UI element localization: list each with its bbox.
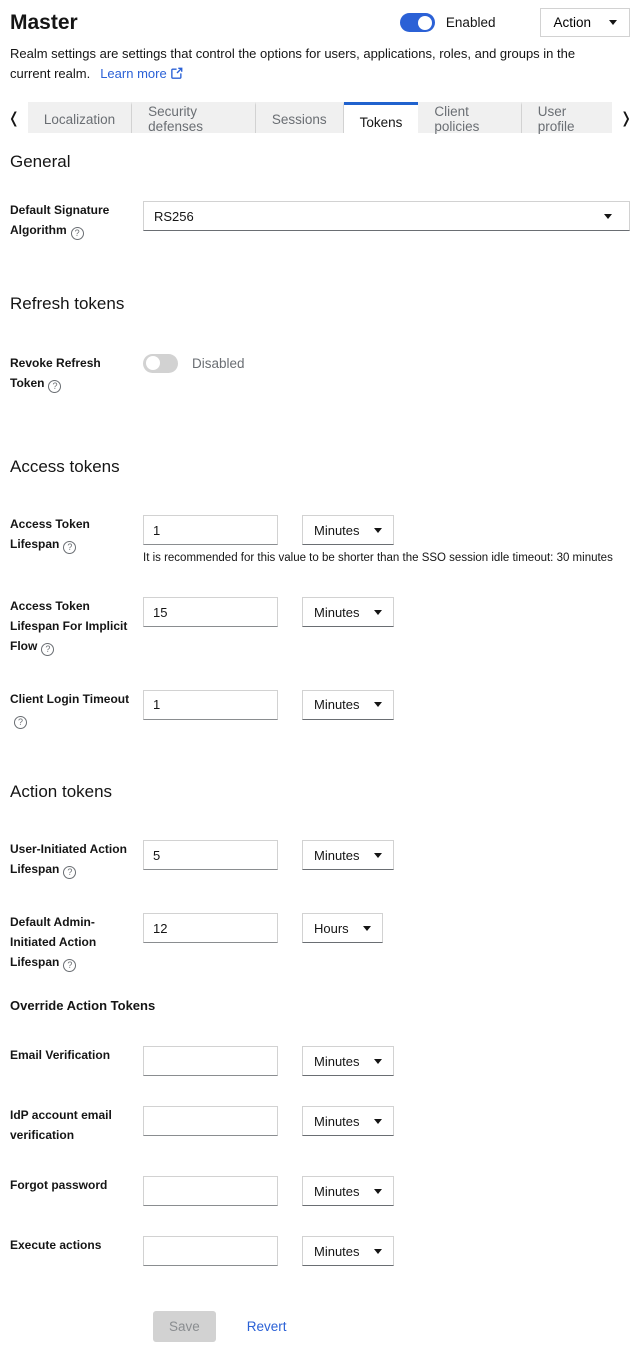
realm-description-text: Realm settings are settings that control the options for users, applications, roles, and groups in the current realm.: [10, 46, 576, 82]
email-verification-input[interactable]: [143, 1046, 278, 1076]
label-text: Client Login Timeout: [10, 691, 130, 706]
label-text: Execute actions: [10, 1238, 102, 1253]
section-action-tokens: [10, 782, 630, 1266]
client-login-timeout-unit-select[interactable]: [302, 690, 394, 720]
help-icon[interactable]: ?: [63, 959, 76, 972]
email-verification-label: [10, 1046, 143, 1066]
idp-account-email-verification-label: [10, 1106, 143, 1146]
chevron-down-icon: [374, 1059, 382, 1064]
tab-user-profile[interactable]: [522, 102, 612, 133]
action-dropdown-button[interactable]: [540, 8, 630, 37]
label-text: Default Signature Algorithm: [10, 203, 110, 238]
user-initiated-action-lifespan-row: [10, 840, 630, 880]
chevron-left-icon: ❬: [7, 108, 21, 127]
access-token-lifespan-implicit-label: [10, 597, 143, 656]
selected-value: Minutes: [314, 697, 360, 713]
toggle-knob: [418, 16, 432, 30]
access-tokens-heading: Access tokens: [10, 457, 120, 477]
section-access-tokens: [10, 457, 630, 729]
label-text: User-Initiated Action Lifespan: [10, 842, 127, 877]
execute-actions-row: [10, 1236, 630, 1266]
default-signature-algorithm-row: [10, 201, 630, 241]
save-button[interactable]: Save: [153, 1311, 216, 1342]
default-admin-initiated-action-lifespan-unit-select[interactable]: [302, 913, 383, 943]
realm-description: [10, 44, 630, 85]
revoke-refresh-token-state: Disabled: [192, 355, 245, 371]
learn-more-label: Learn more: [100, 66, 167, 82]
selected-value: Minutes: [314, 604, 360, 620]
tab-tokens[interactable]: [344, 102, 419, 139]
chevron-down-icon: [604, 214, 612, 219]
execute-actions-unit-select[interactable]: [302, 1236, 394, 1266]
form-actions: [153, 1311, 630, 1342]
user-initiated-action-lifespan-label: [10, 840, 143, 880]
chevron-down-icon: [374, 1189, 382, 1194]
action-tokens-heading: Action tokens: [10, 782, 113, 802]
revoke-refresh-token-toggle[interactable]: [143, 354, 178, 373]
access-token-lifespan-unit-select[interactable]: [302, 515, 394, 545]
user-initiated-action-lifespan-input[interactable]: [143, 840, 278, 870]
tab-label: Client policies: [434, 104, 480, 135]
default-admin-initiated-action-lifespan-input[interactable]: [143, 913, 278, 943]
toggle-knob: [146, 356, 160, 370]
learn-more-link[interactable]: [100, 66, 182, 81]
selected-value: Minutes: [314, 847, 360, 863]
tab-localization[interactable]: [28, 102, 132, 133]
forgot-password-label: [10, 1176, 143, 1196]
client-login-timeout-input[interactable]: [143, 690, 278, 720]
chevron-down-icon: [374, 1249, 382, 1254]
user-initiated-action-lifespan-unit-select[interactable]: [302, 840, 394, 870]
help-icon[interactable]: ?: [48, 380, 61, 393]
label-text: IdP account email verification: [10, 1108, 112, 1143]
selected-value: Minutes: [314, 1183, 360, 1199]
default-admin-initiated-action-lifespan-label: [10, 913, 143, 972]
label-text: Revoke Refresh Token: [10, 355, 101, 390]
email-verification-row: [10, 1046, 630, 1076]
label-text: Email Verification: [10, 1048, 111, 1063]
chevron-down-icon: [374, 1119, 382, 1124]
selected-value: Hours: [314, 920, 349, 936]
access-token-lifespan-input[interactable]: [143, 515, 278, 545]
label-text: Forgot password: [10, 1178, 108, 1193]
tab-label: Tokens: [359, 114, 403, 130]
tab-label: Security defenses: [148, 104, 203, 135]
email-verification-unit-select[interactable]: [302, 1046, 394, 1076]
page-title: Master: [10, 10, 78, 34]
tab-client-policies[interactable]: [418, 102, 521, 133]
forgot-password-unit-select[interactable]: [302, 1176, 394, 1206]
access-token-lifespan-row: [10, 515, 630, 564]
forgot-password-input[interactable]: [143, 1176, 278, 1206]
idp-account-email-verification-unit-select[interactable]: [302, 1106, 394, 1136]
page-header: [0, 0, 640, 85]
access-token-lifespan-implicit-input[interactable]: [143, 597, 278, 627]
external-link-icon: [171, 65, 183, 85]
client-login-timeout-row: [10, 690, 630, 730]
chevron-down-icon: [374, 528, 382, 533]
execute-actions-label: [10, 1236, 143, 1256]
selected-value: Minutes: [314, 522, 360, 538]
tab-security-defenses[interactable]: [132, 102, 256, 133]
default-signature-algorithm-label: [10, 201, 143, 241]
access-token-lifespan-helper: It is recommended for this value to be shorter than the SSO session idle timeout: 30 minutes: [143, 552, 613, 565]
label-text: Access Token Lifespan: [10, 517, 90, 552]
label-text: Default Admin-Initiated Action Lifespan: [10, 915, 97, 969]
selected-value: Minutes: [314, 1113, 360, 1129]
general-heading: General: [10, 152, 71, 172]
help-icon[interactable]: ?: [63, 866, 76, 879]
help-icon[interactable]: ?: [41, 643, 54, 656]
access-token-lifespan-implicit-unit-select[interactable]: [302, 597, 394, 627]
tab-sessions[interactable]: [256, 102, 344, 133]
refresh-tokens-heading: Refresh tokens: [10, 293, 125, 313]
help-icon[interactable]: ?: [63, 541, 76, 554]
chevron-down-icon: [374, 853, 382, 858]
chevron-down-icon: [363, 926, 371, 931]
selected-value: Minutes: [314, 1053, 360, 1069]
default-signature-algorithm-select[interactable]: [143, 201, 630, 231]
section-general: [10, 152, 630, 241]
idp-account-email-verification-row: [10, 1106, 630, 1146]
chevron-down-icon: [609, 20, 617, 25]
selected-value: RS256: [154, 208, 194, 224]
client-login-timeout-label: [10, 690, 143, 730]
revoke-refresh-token-row: [10, 354, 630, 394]
idp-account-email-verification-input[interactable]: [143, 1106, 278, 1136]
label-text: Access Token Lifespan For Implicit Flow: [10, 599, 128, 654]
section-refresh-tokens: [10, 294, 630, 394]
chevron-right-icon: ❭: [619, 108, 633, 127]
tab-bar: [0, 102, 640, 139]
help-icon[interactable]: ?: [14, 716, 27, 729]
action-dropdown-label: Action: [553, 15, 591, 30]
tabs-scroll-left-button[interactable]: [0, 102, 28, 133]
tab-label: Sessions: [271, 111, 327, 127]
chevron-down-icon: [374, 702, 382, 707]
tab-label: Localization: [43, 111, 116, 127]
help-icon[interactable]: ?: [71, 227, 84, 240]
revoke-refresh-token-label: [10, 354, 143, 394]
forgot-password-row: [10, 1176, 630, 1206]
selected-value: Minutes: [314, 1243, 360, 1259]
override-action-tokens-heading: Override Action Tokens: [10, 998, 156, 1014]
chevron-down-icon: [374, 610, 382, 615]
realm-enabled-label: Enabled: [445, 15, 496, 30]
access-token-lifespan-implicit-row: [10, 597, 630, 656]
tab-label: User profile: [537, 104, 575, 135]
access-token-lifespan-label: [10, 515, 143, 555]
default-admin-initiated-action-lifespan-row: [10, 913, 630, 972]
execute-actions-input[interactable]: [143, 1236, 278, 1266]
realm-enabled-toggle[interactable]: [400, 13, 435, 32]
tabs-scroll-right-button[interactable]: [612, 102, 640, 133]
revert-link[interactable]: Revert: [246, 1319, 287, 1335]
